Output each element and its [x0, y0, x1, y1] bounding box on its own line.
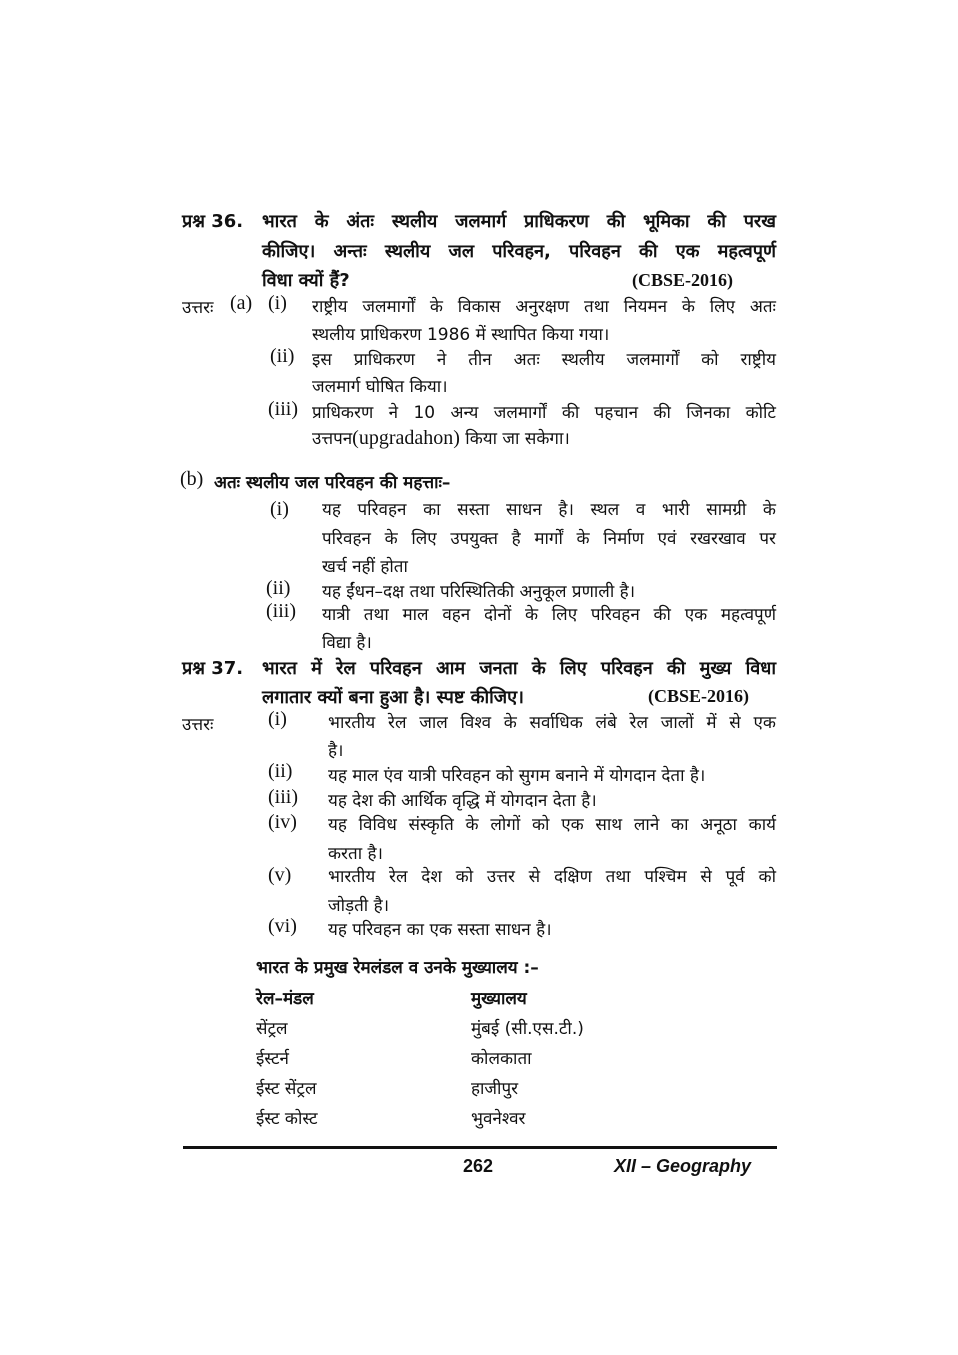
a37-label: उत्तरः: [182, 715, 214, 735]
a36-item-3-line2-part1: उत्तपन: [312, 429, 353, 449]
a36-b-item-1-line1: यह परिवहन का सस्ता साधन है। स्थल व भारी सामग्री के: [322, 500, 776, 520]
a36-item-2-line1: इस प्राधिकरण ने तीन अतः स्थलीय जलमार्गों को राष्ट्रीय: [312, 350, 776, 370]
q37-source: (CBSE-2016): [648, 686, 750, 706]
page-number: 262: [463, 1156, 494, 1176]
a36-part-b-label: (b): [180, 468, 204, 490]
book-title: XII – Geography: [614, 1156, 752, 1176]
a36-item-1-num: (i): [268, 292, 287, 314]
a37-item-1-line1: भारतीय रेल जाल विश्व के सर्वाधिक लंबे रेल जालों में से एक: [328, 713, 776, 733]
zones-col-hq-header: मुख्यालय: [471, 989, 527, 1009]
a36-b-item-2-num: (ii): [266, 577, 291, 599]
a37-item-5-line2: जोड़ती है।: [328, 896, 390, 916]
a36-item-3-line2-part3: किया जा सकेगा।: [459, 429, 570, 449]
a37-item-1-line2: है।: [328, 741, 344, 761]
a36-b-item-1-num: (i): [270, 498, 289, 520]
footer-rule: [183, 1146, 777, 1149]
zones-row-1-zone: सेंट्रल: [256, 1019, 288, 1039]
a36-item-2-num: (ii): [270, 345, 295, 367]
zones-row-2-hq: कोलकाता: [471, 1049, 532, 1069]
a36-b-item-3-line2: विद्या है।: [322, 633, 372, 653]
zones-row-1-hq: मुंबई (सी.एस.टी.): [471, 1019, 584, 1039]
a37-item-6-num: (vi): [268, 915, 297, 937]
zones-row-3-zone: ईस्ट सेंट्रल: [256, 1079, 317, 1099]
a37-item-5-line1: भारतीय रेल देश को उत्तर से दक्षिण तथा पश्चिम से पूर्व को: [328, 867, 776, 887]
q37-text-line1: भारत में रेल परिवहन आम जनता के लिए परिवहन की मुख्य विधा: [262, 658, 776, 679]
a36-b-item-3-line1: यात्री तथा माल वहन दोनों के लिए परिवहन की एक महत्वपूर्ण: [322, 605, 776, 625]
a37-item-4-line2: करता है।: [328, 844, 383, 864]
zones-title: भारत के प्रमुख रेमलंडल व उनके मुख्यालय :–: [256, 958, 539, 978]
a36-item-3-line2: [312, 426, 570, 450]
a37-item-5-num: (v): [268, 864, 292, 886]
a36-b-item-2-line1: यह ईंधन–दक्ष तथा परिस्थितिकी अनुकूल प्रणाली है।: [322, 582, 636, 602]
a36-label: उत्तरः: [182, 298, 214, 318]
zones-col-zone-header: रेल–मंडल: [256, 989, 314, 1009]
zones-row-3-hq: हाजीपुर: [471, 1079, 519, 1099]
a37-item-1-num: (i): [268, 708, 287, 730]
a36-part-a-label: (a): [230, 292, 253, 314]
a36-item-3-line1: प्राधिकरण ने 10 अन्य जलमार्गों की पहचान की जिनका कोटि: [312, 403, 776, 423]
zones-row-2-zone: ईस्टर्न: [256, 1049, 289, 1069]
q36-text-line1: भारत के अंतः स्थलीय जलमार्ग प्राधिकरण की भूमिका की परख: [262, 211, 776, 232]
a37-item-6-line1: यह परिवहन का एक सस्ता साधन है।: [328, 920, 552, 940]
q36-text-line3: विधा क्यों हैं?: [262, 270, 350, 291]
a37-item-2-num: (ii): [268, 760, 293, 782]
a36-item-1-line1: राष्ट्रीय जलमार्गों के विकास अनुरक्षण तथा नियमन के लिए अतः: [312, 297, 776, 317]
a36-item-1-line2: स्थलीय प्राधिकरण 1986 में स्थापित किया गया।: [312, 325, 610, 345]
a36-b-item-3-num: (iii): [266, 600, 296, 622]
q36-text-line2: कीजिए। अन्तः स्थलीय जल परिवहन, परिवहन की एक महत्वपूर्ण: [262, 241, 776, 262]
zones-row-4-hq: भुवनेश्वर: [471, 1109, 526, 1129]
a36-item-3-line2-english: (upgradahon): [352, 427, 460, 449]
a37-item-3-num: (iii): [268, 786, 298, 808]
a36-b-item-1-line2: परिवहन के लिए उपयुक्त है मार्गों के निर्माण एवं रखरखाव पर: [322, 529, 776, 549]
a37-item-2-line1: यह माल एंव यात्री परिवहन को सुगम बनाने में योगदान देता है।: [328, 766, 706, 786]
a37-item-3-line1: यह देश की आर्थिक वृद्धि में योगदान देता है।: [328, 791, 597, 811]
q37-text-line2: लगातार क्यों बना हुआ है। स्पष्ट कीजिए।: [262, 687, 524, 708]
a36-item-3-num: (iii): [268, 398, 298, 420]
q36-label: प्रश्न 36.: [182, 211, 244, 232]
zones-row-4-zone: ईस्ट कोस्ट: [256, 1109, 318, 1129]
a36-part-b-title: अतः स्थलीय जल परिवहन की महत्ताः–: [214, 473, 451, 493]
a37-item-4-num: (iv): [268, 811, 297, 833]
a36-b-item-1-line3: खर्च नहीं होता: [322, 557, 408, 577]
q36-source: (CBSE-2016): [632, 270, 734, 290]
a37-item-4-line1: यह विविध संस्कृति के लोगों को एक साथ लाने का अनूठा कार्य: [328, 815, 776, 835]
a36-item-2-line2: जलमार्ग घोषित किया।: [312, 377, 448, 397]
q37-label: प्रश्न 37.: [182, 658, 244, 679]
